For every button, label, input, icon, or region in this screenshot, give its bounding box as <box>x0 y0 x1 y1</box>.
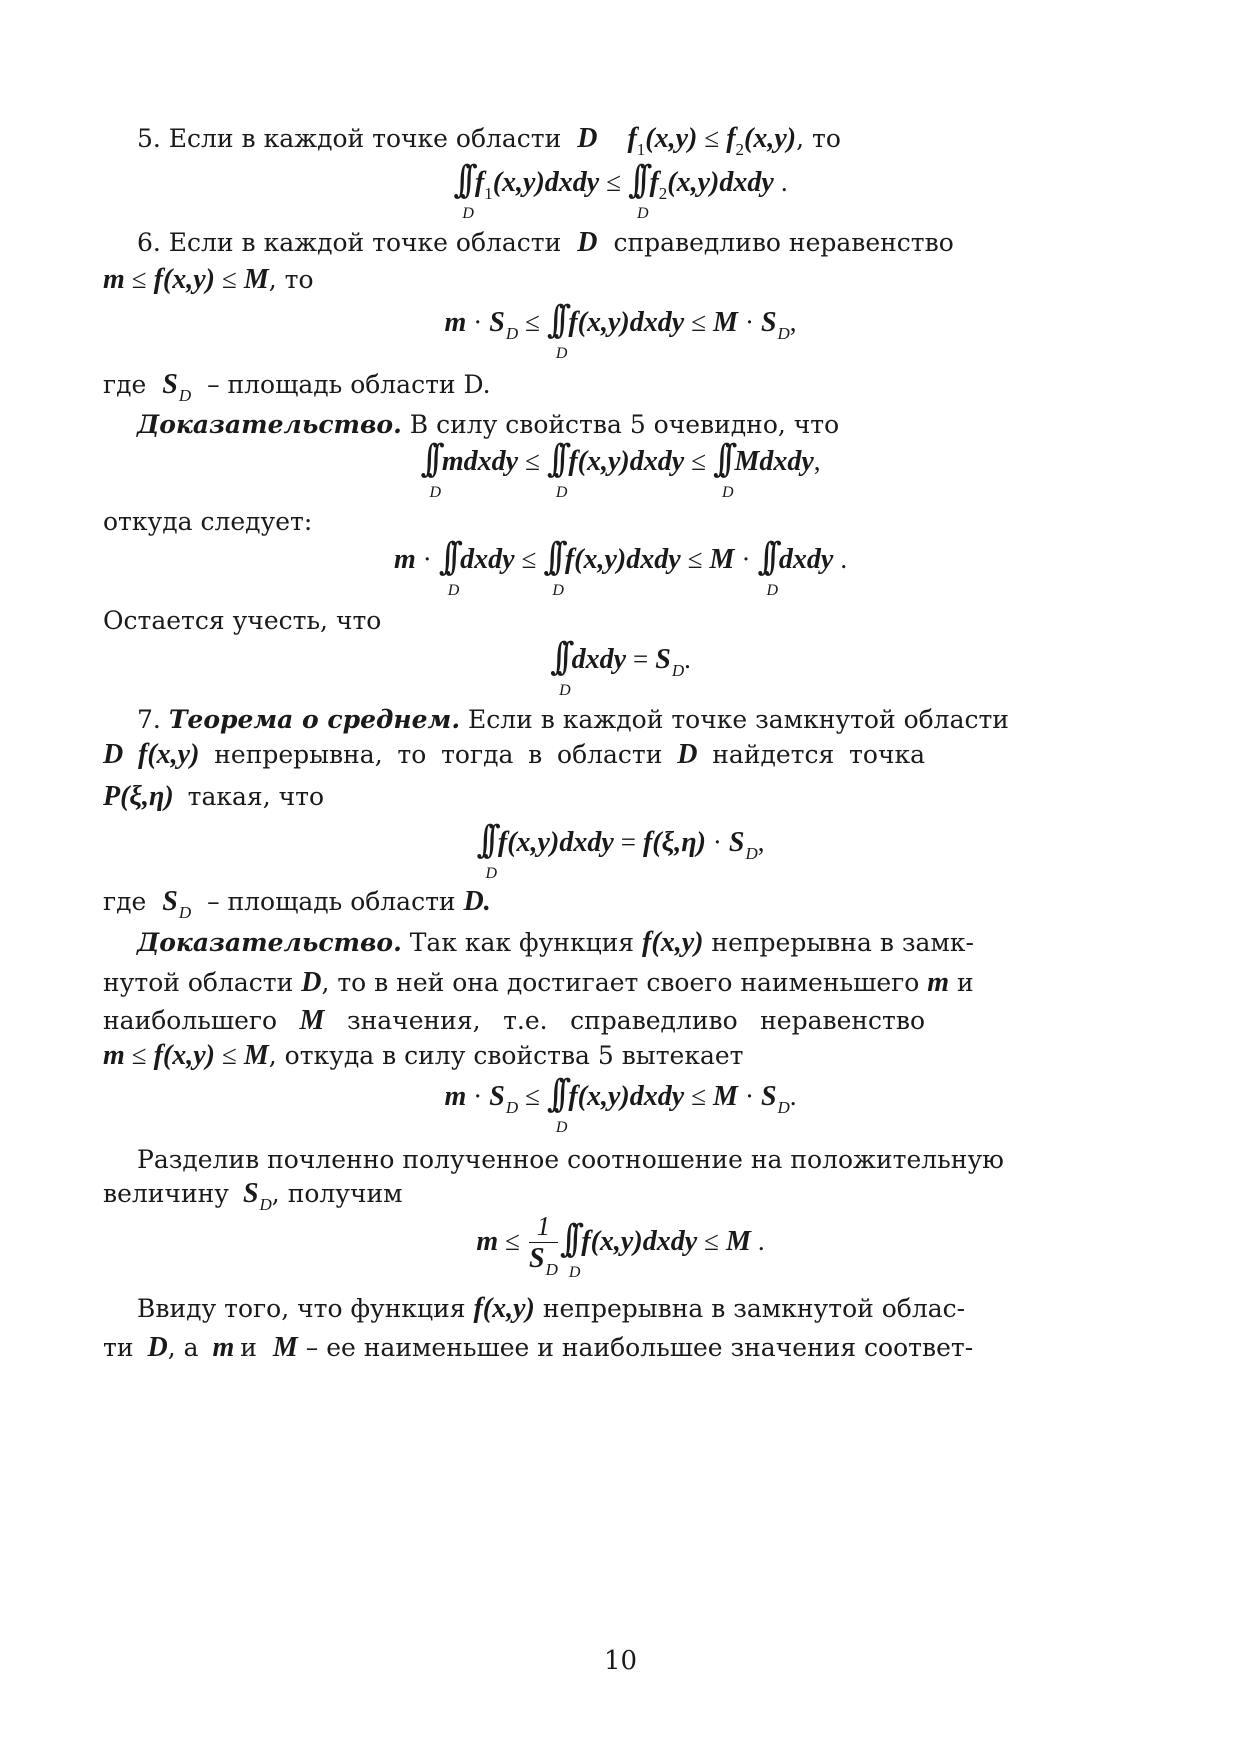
p7-line1: 7. Теорема о среднем. Если в каждой точке замкнутой области <box>137 705 1009 734</box>
page-number: 10 <box>603 1646 638 1676</box>
p9-line2: ти D, а m и M – ее наименьшее и наибольшее значения соответ- <box>103 1332 974 1363</box>
double-integral-symbol: ∫∫ D <box>543 535 564 599</box>
domain-D: D <box>577 123 598 154</box>
p7-formula: ∫∫ D f(x,y)dxdy = $f(\xi,\eta) \cdot S_D$, <box>476 818 765 882</box>
double-integral-symbol: ∫∫ D <box>628 158 649 222</box>
p7-line3: P(ξ,η) такая, что <box>103 781 324 812</box>
p7-line2: D f(x,y) непрерывна, то тогда в области D найдется точка <box>103 739 925 770</box>
p7-where: где $S_D$ – площадь области D. <box>103 886 491 922</box>
p8-line1: Разделив почленно полученное соотношение на положительную <box>137 1145 1004 1174</box>
p5-line1: 5. Если в каждой точке области D $f_1(x,y) \le f_2(x,y)$, то <box>137 123 841 159</box>
p6-line2: m ≤ f(x,y) ≤ M, то <box>103 264 314 295</box>
p5-formula: ∫∫ D $f_1(x,y)dxdy$ ≤ ∫∫ D $f_2(x,y)dxdy$ . <box>453 158 788 222</box>
p6-where: где $S_D$ – площадь области D. <box>103 369 491 405</box>
p8-formula: m ≤ $\frac{1}{S_D}$ ∫∫ D f(x,y)dxdy ≤ M . <box>476 1210 765 1281</box>
proof1-line1: Доказательство. В силу свойства 5 очевидно, что <box>137 410 840 439</box>
proof-label: Доказательство. <box>137 410 402 439</box>
proof2-line1: Доказательство. Так как функция f(x,y) непрерывна в замк- <box>137 927 974 958</box>
proof2-line2: нутой области D, то в ней она достигает своего наименьшего m и <box>103 967 974 998</box>
theorem-title: Теорема о среднем. <box>168 705 461 734</box>
proof1-from: откуда следует: <box>103 507 313 536</box>
double-integral-symbol: ∫∫ D <box>550 635 571 699</box>
double-integral-symbol: ∫∫ D <box>546 437 568 501</box>
proof2-formula: $m \cdot S_D$ ≤ ∫∫ D f(x,y)dxdy ≤ $M \cdot S_D$. <box>444 1072 797 1136</box>
double-integral-symbol: ∫∫ D <box>453 158 474 222</box>
p6-line1: 6. Если в каждой точке области D справедливо неравенство <box>137 227 954 258</box>
proof1-remains: Остается учесть, что <box>103 606 382 635</box>
double-integral-symbol: ∫∫ D <box>438 535 460 599</box>
p8-line2: величину $S_D$, получим <box>103 1178 403 1214</box>
double-integral-symbol: ∫∫ D <box>559 1217 581 1281</box>
double-integral-symbol: ∫∫ D <box>713 437 734 501</box>
p9-line1: Ввиду того, что функция f(x,y) непрерывна в замкнутой облас- <box>137 1293 966 1324</box>
p6-formula: $m \cdot S_D$ ≤ ∫∫ D f(x,y)dxdy ≤ $M \cdot S_D$, <box>444 298 797 362</box>
proof2-line3: наибольшего M значения, т.е. справедливо неравенство <box>103 1005 925 1036</box>
f1-inequality: $f_1(x,y) \le f_2(x,y)$ <box>627 123 797 159</box>
proof1-formula1: ∫∫ D mdxdy ≤ ∫∫ D f(x,y)dxdy ≤ ∫∫ D Mdxdy, <box>420 437 821 501</box>
double-integral-symbol: ∫∫ D <box>757 535 778 599</box>
fraction-1-over-SD: $\frac{1}{S_D}$ <box>528 1210 558 1279</box>
proof1-formula2: m · ∫∫ D dxdy ≤ ∫∫ D f(x,y)dxdy ≤ M · ∫∫ D dxdy . <box>393 535 848 599</box>
double-integral-symbol: ∫∫ D <box>420 437 441 501</box>
proof2-line4: m ≤ f(x,y) ≤ M, откуда в силу свойства 5 вытекает <box>103 1040 744 1071</box>
double-integral-symbol: ∫∫ D <box>476 818 498 882</box>
proof1-formula3: ∫∫ D dxdy = $S_D$. <box>550 635 691 699</box>
double-integral-symbol: ∫∫ D <box>546 298 568 362</box>
proof-label: Доказательство. <box>137 928 402 957</box>
double-integral-symbol: ∫∫ D <box>546 1072 568 1136</box>
